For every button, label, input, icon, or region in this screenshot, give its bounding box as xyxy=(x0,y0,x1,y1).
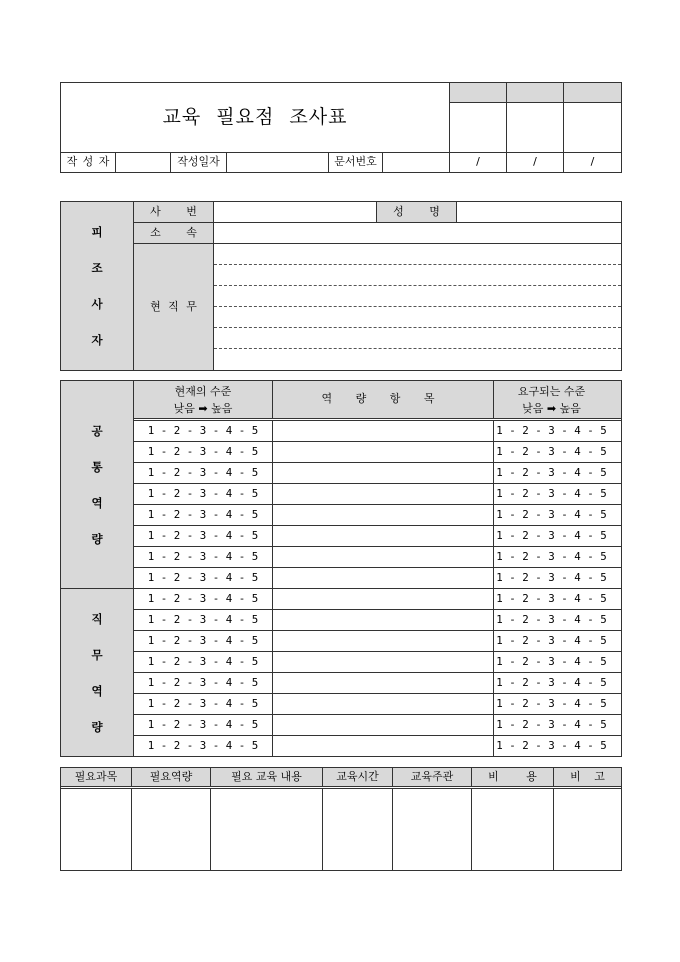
col-header-training-content: 필요 교육 내용 xyxy=(211,768,322,786)
competency-item-cell xyxy=(273,673,493,693)
doc-no-value xyxy=(383,153,449,172)
current-level-scale: 1 - 2 - 3 - 4 - 5 xyxy=(134,484,272,504)
required-level-scale: 1 - 2 - 3 - 4 - 5 xyxy=(494,589,621,609)
current-level-scale: 1 - 2 - 3 - 4 - 5 xyxy=(134,463,272,483)
author-value xyxy=(116,153,170,172)
subject-table xyxy=(60,201,622,371)
training-organizer-value xyxy=(393,789,471,870)
employee-no-label: 사 번 xyxy=(150,204,208,218)
current-level-scale: 1 - 2 - 3 - 4 - 5 xyxy=(134,673,272,693)
required-level-scale: 1 - 2 - 3 - 4 - 5 xyxy=(494,442,621,462)
current-level-scale: 1 - 2 - 3 - 4 - 5 xyxy=(134,631,272,651)
training-hours-value xyxy=(323,789,392,870)
required-level-scale: 1 - 2 - 3 - 4 - 5 xyxy=(494,568,621,588)
author-label-cell xyxy=(61,153,115,172)
approval-date-1: / xyxy=(450,153,506,172)
current-level-scale: 1 - 2 - 3 - 4 - 5 xyxy=(134,526,272,546)
header-double-rule xyxy=(134,419,621,420)
competency-item-cell xyxy=(273,526,493,546)
required-level-scale: 1 - 2 - 3 - 4 - 5 xyxy=(494,673,621,693)
current-level-scale: 1 - 2 - 3 - 4 - 5 xyxy=(134,568,272,588)
training-plan-table xyxy=(60,767,622,871)
current-job-label-cell xyxy=(134,244,213,370)
competency-item-title: 역 량 항 목 xyxy=(321,392,445,406)
required-level-scale-hint: 낮음 ➡ 높음 xyxy=(522,401,581,415)
approval-title-cell-2 xyxy=(507,83,563,102)
employee-no-label-cell xyxy=(134,202,213,222)
required-level-scale: 1 - 2 - 3 - 4 - 5 xyxy=(494,484,621,504)
current-job-line xyxy=(214,286,621,307)
subject-side-label xyxy=(61,202,133,370)
current-job-line xyxy=(214,307,621,328)
required-level-header xyxy=(494,381,621,418)
required-level-scale: 1 - 2 - 3 - 4 - 5 xyxy=(494,505,621,525)
current-level-scale: 1 - 2 - 3 - 4 - 5 xyxy=(134,421,272,441)
job-competency-label-char: 역 xyxy=(91,683,103,698)
department-label: 소 속 xyxy=(150,225,208,239)
name-label: 성 명 xyxy=(393,204,451,218)
current-job-line xyxy=(214,265,621,286)
required-level-title: 요구되는 수준 xyxy=(517,384,586,398)
competency-item-cell xyxy=(273,610,493,630)
current-level-scale: 1 - 2 - 3 - 4 - 5 xyxy=(134,442,272,462)
required-level-scale: 1 - 2 - 3 - 4 - 5 xyxy=(494,736,621,756)
current-job-label: 현 직 무 xyxy=(150,299,199,313)
job-competency-label xyxy=(61,589,133,756)
col-header-training-hours: 교육시간 xyxy=(323,768,392,786)
current-job-line xyxy=(214,349,621,370)
required-course-value xyxy=(61,789,131,870)
competency-table xyxy=(60,380,622,757)
current-level-scale: 1 - 2 - 3 - 4 - 5 xyxy=(134,505,272,525)
current-level-scale: 1 - 2 - 3 - 4 - 5 xyxy=(134,694,272,714)
common-competency-label-char: 역 xyxy=(91,495,103,510)
col-header-required-course: 필요과목 xyxy=(61,768,131,786)
current-level-scale: 1 - 2 - 3 - 4 - 5 xyxy=(134,736,272,756)
competency-item-cell xyxy=(273,568,493,588)
employee-no-value xyxy=(214,202,376,222)
common-competency-label-char: 공 xyxy=(91,423,103,438)
required-competency-value xyxy=(132,789,210,870)
required-level-scale: 1 - 2 - 3 - 4 - 5 xyxy=(494,421,621,441)
job-competency-label-char: 량 xyxy=(91,719,103,734)
form-title: 교육 필요점 조사표 xyxy=(61,83,449,152)
required-level-scale: 1 - 2 - 3 - 4 - 5 xyxy=(494,547,621,567)
subject-side-label-char: 피 xyxy=(91,225,103,239)
required-level-scale: 1 - 2 - 3 - 4 - 5 xyxy=(494,652,621,672)
col-header-training-organizer: 교육주관 xyxy=(393,768,471,786)
common-competency-label-char: 통 xyxy=(91,459,103,474)
competency-item-cell xyxy=(273,631,493,651)
col-header-cost-cell xyxy=(472,768,553,786)
approval-sign-cell-2 xyxy=(507,103,563,152)
col-header-required-competency: 필요역량 xyxy=(132,768,210,786)
department-label-cell xyxy=(134,223,213,243)
department-value xyxy=(214,223,621,243)
job-competency-label-char: 직 xyxy=(91,611,103,626)
current-level-scale-hint: 낮음 ➡ 높음 xyxy=(173,401,233,415)
approval-title-cell-1 xyxy=(450,83,506,102)
required-level-scale: 1 - 2 - 3 - 4 - 5 xyxy=(494,526,621,546)
header-double-rule xyxy=(61,787,621,788)
competency-item-cell xyxy=(273,505,493,525)
approval-sign-cell-1 xyxy=(450,103,506,152)
approval-sign-cell-3 xyxy=(564,103,621,152)
remarks-value xyxy=(554,789,621,870)
competency-item-header xyxy=(273,381,493,418)
competency-item-cell xyxy=(273,694,493,714)
current-job-line xyxy=(214,244,621,265)
current-job-line xyxy=(214,328,621,349)
competency-item-cell xyxy=(273,484,493,504)
date-value xyxy=(227,153,328,172)
current-level-scale: 1 - 2 - 3 - 4 - 5 xyxy=(134,547,272,567)
competency-item-cell xyxy=(273,652,493,672)
common-competency-label xyxy=(61,381,133,588)
cost-value xyxy=(472,789,553,870)
training-content-value xyxy=(211,789,322,870)
col-header-remarks-cell xyxy=(554,768,621,786)
competency-item-cell xyxy=(273,463,493,483)
current-level-header xyxy=(134,381,272,418)
name-value xyxy=(457,202,621,222)
subject-side-label-char: 사 xyxy=(91,297,103,311)
required-level-scale: 1 - 2 - 3 - 4 - 5 xyxy=(494,610,621,630)
required-level-scale: 1 - 2 - 3 - 4 - 5 xyxy=(494,715,621,735)
approval-date-3: / xyxy=(564,153,621,172)
col-header-remarks: 비 고 xyxy=(570,769,610,783)
name-label-cell xyxy=(377,202,456,222)
current-level-scale: 1 - 2 - 3 - 4 - 5 xyxy=(134,610,272,630)
competency-item-cell xyxy=(273,589,493,609)
author-label: 작 성 자 xyxy=(66,155,111,169)
required-level-scale: 1 - 2 - 3 - 4 - 5 xyxy=(494,463,621,483)
approval-date-2: / xyxy=(507,153,563,172)
date-label: 작성일자 xyxy=(171,153,226,172)
competency-item-cell xyxy=(273,736,493,756)
competency-item-cell xyxy=(273,442,493,462)
required-level-scale: 1 - 2 - 3 - 4 - 5 xyxy=(494,631,621,651)
job-competency-label-char: 무 xyxy=(91,647,103,662)
current-level-scale: 1 - 2 - 3 - 4 - 5 xyxy=(134,715,272,735)
subject-side-label-char: 조 xyxy=(91,261,103,275)
approval-title-cell-3 xyxy=(564,83,621,102)
common-competency-label-char: 량 xyxy=(91,531,103,546)
doc-no-label: 문서번호 xyxy=(329,153,382,172)
col-header-cost: 비 용 xyxy=(488,769,549,783)
required-level-scale: 1 - 2 - 3 - 4 - 5 xyxy=(494,694,621,714)
competency-item-cell xyxy=(273,715,493,735)
subject-side-label-char: 자 xyxy=(91,333,103,347)
form-header-table xyxy=(60,82,622,173)
competency-item-cell xyxy=(273,421,493,441)
current-job-lines xyxy=(214,244,621,370)
competency-item-cell xyxy=(273,547,493,567)
current-level-title: 현재의 수준 xyxy=(174,384,232,398)
current-level-scale: 1 - 2 - 3 - 4 - 5 xyxy=(134,652,272,672)
current-level-scale: 1 - 2 - 3 - 4 - 5 xyxy=(134,589,272,609)
